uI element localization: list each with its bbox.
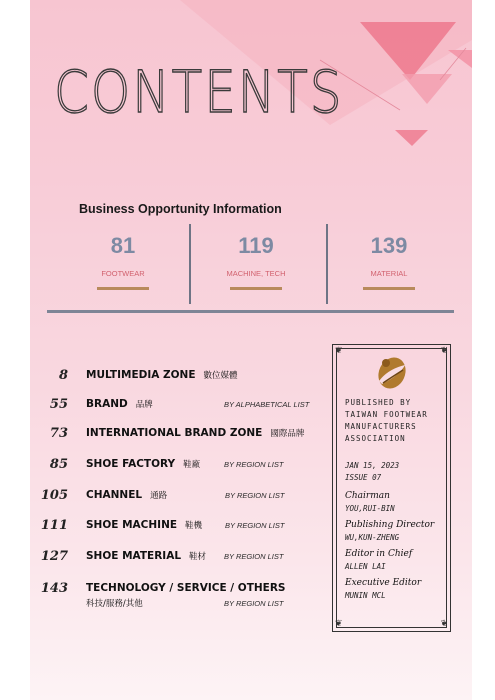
stat-number: 119 [238,233,274,258]
toc-item-channel[interactable] [30,488,330,508]
issue-number: ISSUE 07 [345,473,382,482]
toc-title: INTERNATIONAL BRAND ZONE 國際品牌 [86,427,305,439]
page-title: CONTENTS [54,59,344,126]
toc-item-shoe-material[interactable] [30,549,330,569]
divider [189,224,191,304]
toc-title: MULTIMEDIA ZONE 數位媒體 [86,369,238,381]
toc-title: SHOE FACTORY 鞋廠 [86,458,201,470]
toc-title: SHOE MACHINE 鞋機 [86,519,203,531]
exec-editor-role: Executive Editor [345,578,422,588]
shoe-logo-icon [374,353,410,393]
stat-label: MATERIAL [370,269,408,278]
toc-title: BRAND 品牌 [86,398,153,410]
toc-subtitle: BY REGION LIST [225,491,285,500]
stat-number: 139 [370,233,408,258]
toc-subtitle: BY ALPHABETICAL LIST [224,400,310,409]
corner-ornament-icon: ❦ [440,619,448,629]
corner-ornament-icon: ❦ [335,619,343,629]
toc-item-international-brand[interactable] [30,426,330,446]
stat-label: FOOTWEAR [101,269,145,278]
stat-footwear[interactable] [63,233,183,290]
toc-subtitle: BY REGION LIST [224,599,284,608]
corner-ornament-icon: ❦ [335,346,343,356]
toc-page: 73 [49,426,68,441]
toc-item-shoe-machine[interactable] [30,518,330,538]
chairman-role: Chairman [345,491,390,501]
toc-title: SHOE MATERIAL 鞋材 [86,550,207,562]
toc-subtitle: BY REGION LIST [224,460,284,469]
toc-item-shoe-factory[interactable] [30,457,330,477]
stat-machine-tech[interactable] [196,233,316,290]
toc-title-zh: 科技/服務/其他 [86,599,143,609]
contents-page [30,0,472,700]
stat-material[interactable] [329,233,449,290]
issue-date: JAN 15, 2023 [345,461,400,470]
editor-role: Editor in Chief [345,549,413,559]
chairman-name: YOU,RUI-BIN [345,504,395,513]
toc-item-multimedia[interactable] [30,368,330,388]
stat-underline [230,287,282,290]
publisher-block: PUBLISHED BY TAIWAN FOOTWEAR MANUFACTURERS ASSOCIATION [345,398,428,443]
stat-number: 81 [110,233,136,258]
toc-item-brand[interactable] [30,397,330,417]
director-name: WU,KUN-ZHENG [345,533,400,542]
business-heading: Business Opportunity Information [79,202,282,216]
toc-title: TECHNOLOGY / SERVICE / OTHERS [86,582,286,594]
toc-page: 55 [49,397,68,412]
toc-subtitle: BY REGION LIST [225,521,285,530]
stat-underline [97,287,149,290]
toc-item-technology[interactable] [30,581,330,615]
editor-name: ALLEN LAI [345,562,386,571]
corner-ornament-icon: ❦ [440,346,448,356]
section-divider [47,310,454,313]
toc-page: 127 [40,549,68,564]
toc-title: CHANNEL 通路 [86,489,168,501]
masthead-panel [332,344,451,632]
stat-label: MACHINE, TECH [226,269,286,278]
toc-page: 143 [40,581,68,596]
toc-page: 111 [40,518,68,533]
toc-page: 85 [49,457,68,472]
exec-editor-name: MUNIN MCL [345,591,386,600]
divider [326,224,328,304]
toc-subtitle: BY REGION LIST [224,552,284,561]
toc-page: 105 [40,488,68,503]
director-role: Publishing Director [345,520,435,530]
toc-page: 8 [58,368,68,383]
stat-underline [363,287,415,290]
